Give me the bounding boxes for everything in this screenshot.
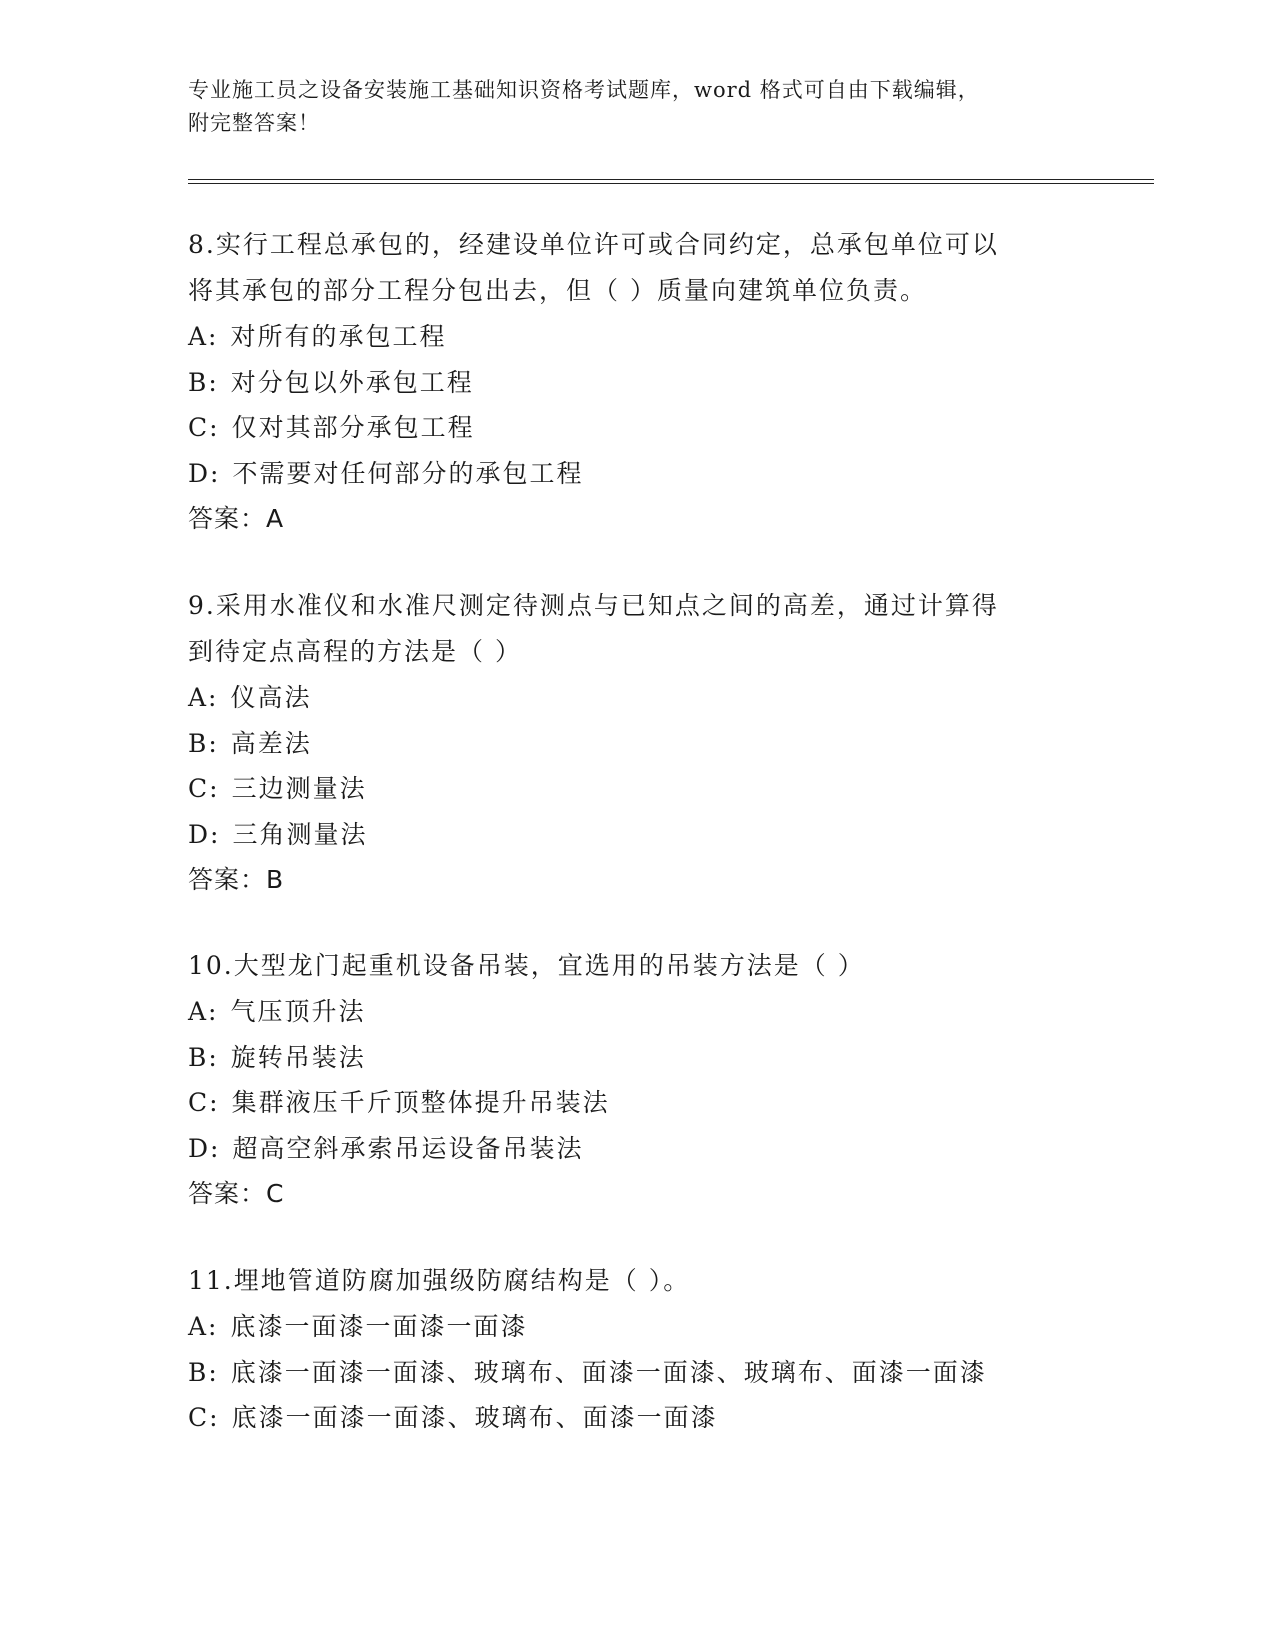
option-c: [188, 1080, 1088, 1126]
option-d: [188, 1126, 1088, 1172]
option-b: [188, 1035, 1088, 1081]
header-divider-top: [188, 179, 1154, 180]
option-letter: C:: [188, 413, 220, 442]
option-a: [188, 989, 1088, 1035]
question-stem: [188, 583, 1088, 675]
option-letter: B:: [188, 1357, 219, 1387]
option-letter: C:: [188, 774, 220, 803]
question-8: [188, 222, 1088, 542]
question-9: [188, 583, 1088, 903]
option-text: 高差法: [230, 728, 312, 758]
option-text: 底漆一面漆一面漆一面漆: [230, 1312, 528, 1341]
option-c: [188, 405, 1088, 451]
option-text: 旋转吊装法: [230, 1042, 366, 1072]
question-stem-line: 10.大型龙门起重机设备吊装，宜选用的吊装方法是（ ）: [188, 951, 865, 980]
question-stem: [188, 943, 1088, 989]
option-letter: A:: [188, 322, 219, 351]
question-stem-line: 将其承包的部分工程分包出去，但（ ）质量向建筑单位负责。: [188, 276, 927, 305]
option-text: 仅对其部分承包工程: [231, 413, 475, 442]
question-stem-line: 9.采用水准仪和水准尺测定待测点与已知点之间的高差，通过计算得: [188, 591, 999, 620]
option-a: [188, 314, 1088, 360]
option-text: 底漆一面漆一面漆、玻璃布、面漆一面漆、玻璃布、面漆一面漆: [230, 1357, 987, 1387]
option-text: 仪高法: [230, 683, 312, 712]
option-d: [188, 812, 1088, 858]
option-letter: D:: [188, 819, 221, 849]
option-a: [188, 1304, 1088, 1350]
header-line-2: 附完整答案！: [188, 111, 320, 135]
option-text: 超高空斜承索吊运设备吊装法: [232, 1133, 584, 1163]
option-letter: D:: [188, 1133, 221, 1163]
question-stem: [188, 1258, 1088, 1304]
option-letter: B:: [188, 1042, 219, 1072]
option-letter: A:: [188, 683, 219, 712]
question-stem: [188, 222, 1088, 314]
option-c: [188, 1395, 1088, 1441]
option-letter: A:: [188, 1312, 219, 1341]
option-letter: B:: [188, 367, 219, 397]
option-b: [188, 360, 1088, 406]
option-letter: B:: [188, 728, 219, 758]
option-text: 三角测量法: [232, 819, 368, 849]
question-11: [188, 1258, 1088, 1441]
option-letter: C:: [188, 1403, 220, 1432]
option-letter: D:: [188, 458, 221, 488]
option-d: [188, 451, 1088, 497]
option-b: [188, 721, 1088, 767]
question-stem-line: 到待定点高程的方法是（ ）: [188, 637, 522, 666]
question-10: [188, 943, 1088, 1217]
option-text: 气压顶升法: [230, 997, 366, 1026]
option-text: 对所有的承包工程: [230, 322, 447, 351]
option-letter: A:: [188, 997, 219, 1026]
question-stem-line: 8.实行工程总承包的，经建设单位许可或合同约定，总承包单位可以: [188, 230, 999, 259]
option-b: [188, 1350, 1088, 1396]
option-c: [188, 766, 1088, 812]
option-text: 底漆一面漆一面漆、玻璃布、面漆一面漆: [231, 1403, 718, 1432]
answer-line: 答案：A: [188, 504, 285, 533]
document-header: [188, 74, 1088, 140]
option-a: [188, 675, 1088, 721]
answer-line: 答案：B: [188, 865, 285, 894]
option-text: 三边测量法: [231, 774, 367, 803]
header-line-1: 专业施工员之设备安装施工基础知识资格考试题库，word 格式可自由下载编辑，: [188, 78, 980, 102]
header-divider-bottom: [188, 183, 1154, 184]
option-text: 集群液压千斤顶整体提升吊装法: [231, 1088, 610, 1117]
option-text: 对分包以外承包工程: [230, 367, 474, 397]
answer-line: 答案：C: [188, 1179, 285, 1208]
option-text: 不需要对任何部分的承包工程: [232, 458, 584, 488]
option-letter: C:: [188, 1088, 220, 1117]
question-stem-line: 11.埋地管道防腐加强级防腐结构是（ ）。: [188, 1266, 691, 1295]
